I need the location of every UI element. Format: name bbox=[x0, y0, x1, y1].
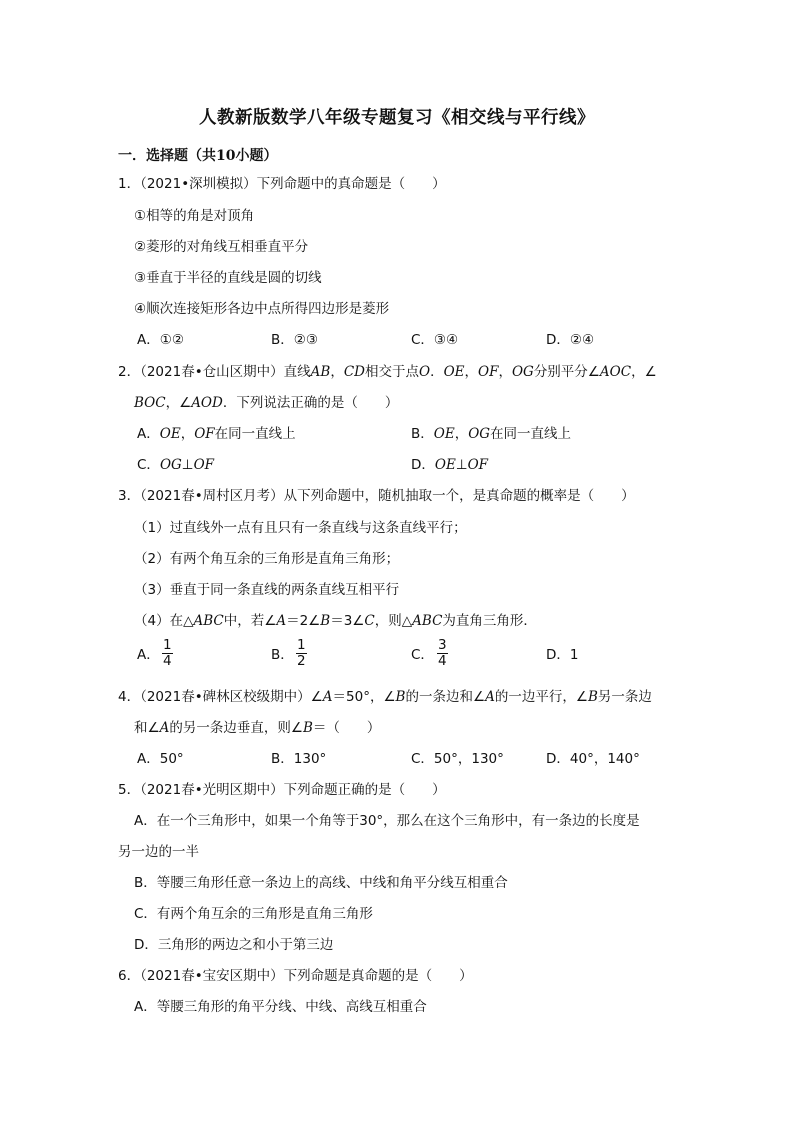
q2-text: ， bbox=[464, 364, 479, 380]
question-1-statement-1: ①相等的角是对顶角 bbox=[134, 208, 255, 224]
question-5-option-d: D．三角形的两边之和小于第三边 bbox=[134, 937, 334, 953]
question-3-option-b-fraction bbox=[296, 638, 307, 669]
q4-text: 和∠ bbox=[134, 720, 160, 736]
q2-var: AOD bbox=[191, 395, 223, 411]
option-text: 在同一直线上 bbox=[214, 426, 296, 442]
q2-text: 2．（2021春•仓山区期中）直线 bbox=[118, 364, 311, 380]
option-var: OE bbox=[434, 457, 456, 473]
q4-text: 另一条边 bbox=[597, 689, 652, 705]
q2-text: ，∠ bbox=[165, 395, 192, 411]
question-3-statement-1: （1）过直线外一点有且只有一条直线与这条直线平行； bbox=[134, 520, 467, 536]
option-label: C． bbox=[137, 457, 160, 473]
question-1-option-d: D．②④ bbox=[546, 332, 595, 348]
q2-text: ．下列说法正确的是（ ） bbox=[222, 395, 399, 411]
option-var: OF bbox=[194, 426, 215, 442]
question-4-option-d: D．40°，140° bbox=[546, 751, 640, 767]
question-5-option-b: B．等腰三角形任意一条边上的高线、中线和角平分线互相重合 bbox=[134, 875, 508, 891]
q4-text: 4．（2021春•碑林区校级期中）∠ bbox=[118, 689, 323, 705]
q3-text: （4）在△ bbox=[134, 613, 194, 629]
q2-var: AB bbox=[310, 364, 331, 380]
question-4-option-a: A．50° bbox=[137, 751, 184, 767]
q2-text: ． bbox=[430, 364, 444, 380]
q4-text: ＝（ ） bbox=[312, 720, 381, 736]
option-var: OF bbox=[193, 457, 214, 473]
question-2-option-c bbox=[137, 455, 214, 475]
q3-var: ABC bbox=[412, 613, 443, 629]
q3-var: B bbox=[320, 613, 331, 629]
question-1-stem: 1．（2021•深圳模拟）下列命题中的真命题是（ ） bbox=[118, 176, 446, 192]
question-5-option-a-line-2: 另一边的一半 bbox=[118, 844, 199, 860]
question-5-option-c: C．有两个角互余的三角形是直角三角形 bbox=[134, 906, 373, 922]
option-var: OG bbox=[159, 457, 182, 473]
question-2-stem-line-2 bbox=[134, 393, 398, 413]
q2-var: OE bbox=[443, 364, 465, 380]
question-3-statement-4 bbox=[134, 611, 537, 631]
q3-var: A bbox=[276, 613, 287, 629]
q4-var: A bbox=[322, 689, 333, 705]
q3-text: 为直角三角形． bbox=[442, 613, 537, 629]
q2-var: OF bbox=[478, 364, 499, 380]
q4-var: B bbox=[395, 689, 406, 705]
question-3-option-c-fraction bbox=[437, 638, 448, 669]
fraction-denominator: 2 bbox=[297, 653, 306, 669]
question-6-option-a: A．等腰三角形的角平分线、中线、高线互相重合 bbox=[134, 999, 427, 1015]
question-4-stem-line-2 bbox=[134, 718, 380, 738]
question-3-option-b-label: B． bbox=[271, 647, 294, 663]
option-label: D． bbox=[411, 457, 435, 473]
q2-text: ， bbox=[330, 364, 344, 380]
question-2-stem-line-1 bbox=[118, 362, 657, 382]
option-sep: ⊥ bbox=[181, 457, 194, 473]
q3-var: C bbox=[364, 613, 375, 629]
question-2-option-a bbox=[137, 424, 296, 444]
fraction-numerator: 1 bbox=[297, 637, 306, 653]
fraction-numerator: 1 bbox=[163, 637, 172, 653]
q2-text: 分别平分∠ bbox=[533, 364, 600, 380]
q3-text: 中，若∠ bbox=[223, 613, 277, 629]
question-3-option-d: D．1 bbox=[546, 647, 579, 663]
q3-text: ＝2∠ bbox=[286, 613, 321, 629]
q4-text: 的一条边和∠ bbox=[405, 689, 486, 705]
option-var: OG bbox=[468, 426, 491, 442]
option-var: OE bbox=[159, 426, 181, 442]
q2-var: O bbox=[419, 364, 431, 380]
page-title: 人教新版数学八年级专题复习《相交线与平行线》 bbox=[199, 108, 595, 128]
q3-var: ABC bbox=[193, 613, 224, 629]
q2-text: ，∠ bbox=[631, 364, 657, 380]
q4-var: B bbox=[587, 689, 598, 705]
question-3-stem: 3．（2021春•周村区月考）从下列命题中，随机抽取一个，是真命题的概率是（ ） bbox=[118, 488, 635, 504]
question-4-option-c: C．50°，130° bbox=[411, 751, 504, 767]
option-sep: ⊥ bbox=[455, 457, 468, 473]
q4-text: 的另一条边垂直，则∠ bbox=[169, 720, 303, 736]
question-3-option-a-label: A． bbox=[137, 647, 160, 663]
section-heading: 一．选择题（共10小题） bbox=[118, 148, 278, 164]
question-4-stem-line-1 bbox=[118, 687, 652, 707]
question-1-option-a: A．①② bbox=[137, 332, 184, 348]
question-2-option-b bbox=[411, 424, 571, 444]
option-label: B． bbox=[411, 426, 434, 442]
q3-text: ＝3∠ bbox=[330, 613, 365, 629]
question-3-option-c-label: C． bbox=[411, 647, 434, 663]
fraction-denominator: 4 bbox=[438, 653, 447, 669]
q2-var: OG bbox=[511, 364, 534, 380]
q2-var: CD bbox=[343, 364, 365, 380]
q2-var: AOC bbox=[599, 364, 632, 380]
q2-text: ， bbox=[498, 364, 512, 380]
fraction-numerator: 3 bbox=[438, 637, 447, 653]
question-3-statement-3: （3）垂直于同一条直线的两条直线互相平行 bbox=[134, 582, 400, 598]
question-3-option-a-fraction bbox=[162, 638, 173, 669]
question-1-statement-2: ②菱形的对角线互相垂直平分 bbox=[134, 239, 309, 255]
option-sep: ， bbox=[454, 426, 469, 442]
option-var: OF bbox=[467, 457, 489, 473]
option-sep: ， bbox=[180, 426, 195, 442]
question-1-statement-3: ③垂直于半径的直线是圆的切线 bbox=[134, 270, 322, 286]
fraction-denominator: 4 bbox=[163, 653, 172, 669]
q4-text: 的一边平行，∠ bbox=[494, 689, 588, 705]
option-label: A． bbox=[137, 426, 160, 442]
q2-var: BOC bbox=[134, 395, 166, 411]
question-5-option-a-line-1: A．在一个三角形中，如果一个角等于30°，那么在这个三角形中，有一条边的长度是 bbox=[134, 813, 640, 829]
option-text: 在同一直线上 bbox=[490, 426, 572, 442]
option-var: OE bbox=[433, 426, 455, 442]
q3-text: ，则△ bbox=[374, 613, 413, 629]
q2-text: 相交于点 bbox=[365, 364, 419, 380]
q4-var: A bbox=[159, 720, 170, 736]
q4-var: A bbox=[485, 689, 495, 705]
question-1-statement-4: ④顺次连接矩形各边中点所得四边形是菱形 bbox=[134, 301, 390, 317]
question-3-statement-2: （2）有两个角互余的三角形是直角三角形； bbox=[134, 551, 400, 567]
q4-text: ＝50°，∠ bbox=[332, 689, 396, 705]
question-2-option-d bbox=[411, 455, 488, 475]
question-4-option-b: B．130° bbox=[271, 751, 327, 767]
question-6-stem: 6．（2021春•宝安区期中）下列命题是真命题的是（ ） bbox=[118, 968, 473, 984]
question-5-stem: 5．（2021春•光明区期中）下列命题正确的是（ ） bbox=[118, 782, 446, 798]
q4-var: B bbox=[302, 720, 313, 736]
question-1-option-c: C．③④ bbox=[411, 332, 459, 348]
question-1-option-b: B．②③ bbox=[271, 332, 318, 348]
